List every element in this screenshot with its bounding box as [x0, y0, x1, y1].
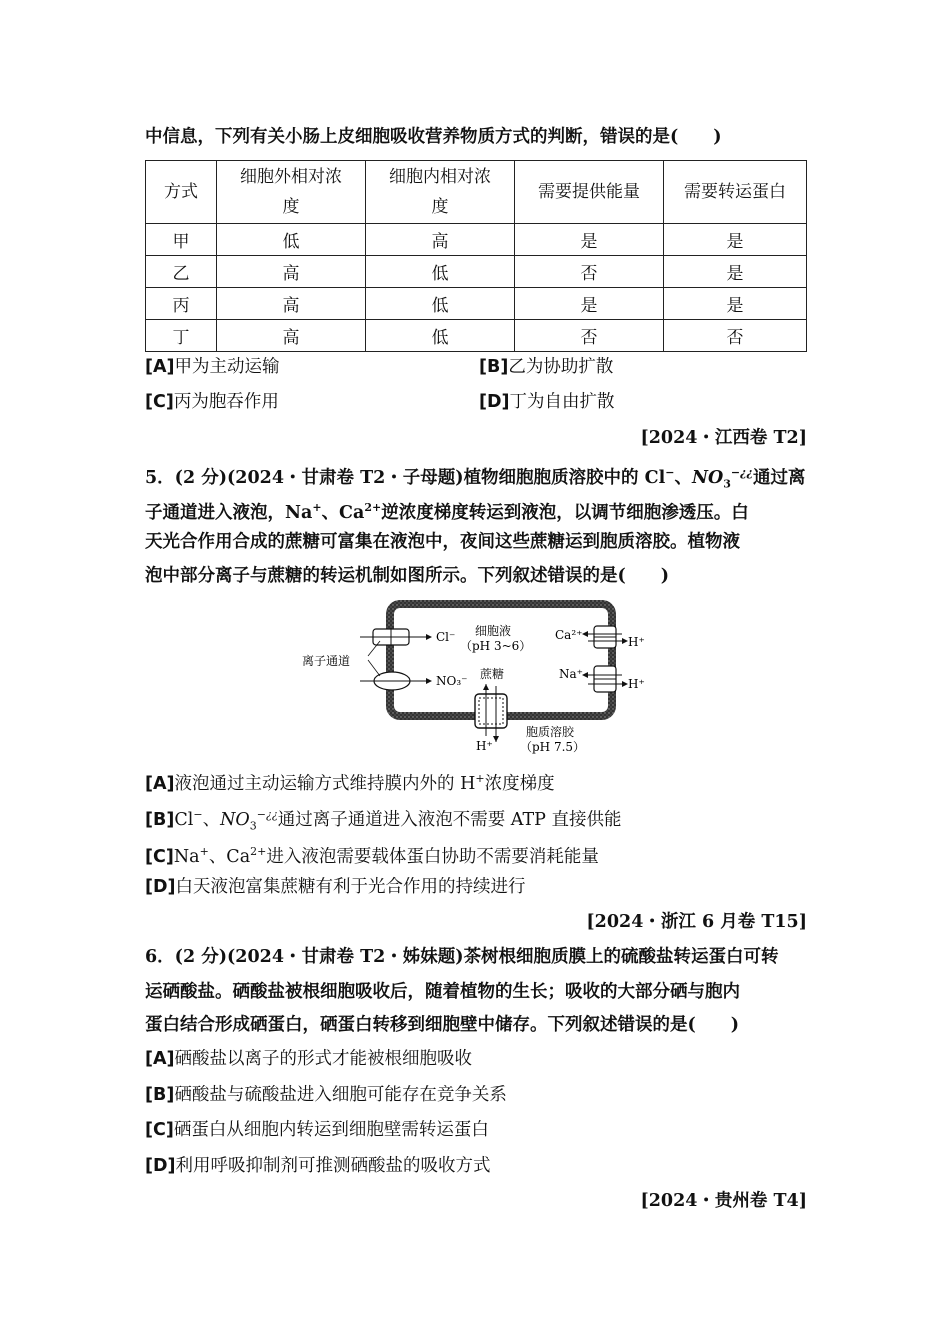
- label-sucrose: 蔗糖: [480, 667, 505, 681]
- table-cell: 否: [515, 256, 664, 288]
- table-cell: 是: [515, 288, 664, 320]
- table-cell: 丁: [146, 320, 217, 352]
- q5-option-a[interactable]: [A]液泡通过主动运输方式维持膜内外的 H+浓度梯度: [145, 772, 555, 794]
- table-row: [146, 288, 807, 320]
- q6-option-a[interactable]: [A]硒酸盐以离子的形式才能被根细胞吸收: [145, 1049, 473, 1069]
- label-ph-inner: （pH 3~6）: [460, 639, 532, 653]
- q4-option-b[interactable]: [B]乙为协助扩散: [479, 357, 614, 377]
- table-cell: 高: [366, 224, 515, 256]
- q5-option-b[interactable]: [B]Cl−、$NO_3^{-¿¿}$通过离子通道进入液泡不需要 ATP 直接供能: [145, 808, 622, 833]
- table-row: [146, 320, 807, 352]
- label-cl: Cl⁻: [436, 630, 456, 644]
- table-cell: 否: [515, 320, 664, 352]
- q6-option-c[interactable]: [C]硒蛋白从细胞内转运到细胞壁需转运蛋白: [145, 1120, 489, 1140]
- ca-antiporter: [582, 626, 628, 648]
- table-cell: 乙: [146, 256, 217, 288]
- table-row: [146, 224, 807, 256]
- q6-stem-line1: 6．(2 分)(2024・甘肃卷 T2・姊妹题)茶树根细胞质膜上的硫酸盐转运蛋白可转: [145, 947, 779, 967]
- cl-channel: [360, 629, 432, 645]
- table-cell: 低: [366, 288, 515, 320]
- label-na: Na⁺: [559, 667, 583, 681]
- label-no3: NO₃⁻: [436, 674, 468, 688]
- q5-option-c[interactable]: [C]Na+、$Ca^{2+}$进入液泡需要载体蛋白协助不需要消耗能量: [145, 845, 599, 867]
- table-cell: 高: [217, 256, 366, 288]
- q5-stem-line2: 子通道进入液泡，Na+、$Ca^{2+}$逆浓度梯度转运到液泡，以调节细胞渗透压。白: [145, 501, 749, 523]
- label-ca: Ca²⁺: [555, 628, 583, 642]
- q4-option-d[interactable]: [D]丁为自由扩散: [479, 392, 615, 412]
- table-header-cell: 方式: [146, 161, 217, 224]
- q6-option-b[interactable]: [B]硒酸盐与硫酸盐进入细胞可能存在竞争关系: [145, 1085, 507, 1105]
- table-header-row: [146, 161, 807, 224]
- q4-source: [2024・江西卷 T2]: [640, 428, 807, 448]
- table-cell: 否: [664, 320, 807, 352]
- table-cell: 是: [664, 288, 807, 320]
- table-cell: 是: [515, 224, 664, 256]
- no3-channel: [360, 672, 432, 690]
- label-cell-sap: 细胞液: [475, 624, 512, 638]
- q6-option-d[interactable]: [D]利用呼吸抑制剂可推测硒酸盐的吸收方式: [145, 1156, 491, 1176]
- q4-stem: 中信息，下列有关小肠上皮细胞吸收营养物质方式的判断，错误的是( ): [145, 127, 722, 147]
- sucrose-transporter: [475, 684, 507, 742]
- table-cell: 低: [217, 224, 366, 256]
- table-cell: 高: [217, 320, 366, 352]
- q6-stem-line3: 蛋白结合形成硒蛋白，硒蛋白转移到细胞壁中储存。下列叙述错误的是( ): [145, 1015, 740, 1035]
- table-header-cell: 需要转运蛋白: [664, 161, 807, 224]
- na-antiporter: [582, 666, 628, 692]
- table-header-cell: 细胞外相对浓度: [217, 161, 366, 224]
- q4-option-a[interactable]: [A]甲为主动运输: [145, 357, 280, 377]
- transport-diagram: [300, 596, 650, 758]
- q5-stem-line3: 天光合作用合成的蔗糖可富集在液泡中，夜间这些蔗糖运到胞质溶胶。植物液: [145, 532, 740, 552]
- table-header-cell: 细胞内相对浓度: [366, 161, 515, 224]
- q5-option-d[interactable]: [D]白天液泡富集蔗糖有利于光合作用的持续进行: [145, 877, 526, 897]
- label-h-na: H⁺: [628, 677, 645, 691]
- table-cell: 低: [366, 320, 515, 352]
- table-cell: 高: [217, 288, 366, 320]
- label-h-ca: H⁺: [628, 635, 645, 649]
- table-cell: 低: [366, 256, 515, 288]
- table-cell: 是: [664, 256, 807, 288]
- q5-source: [2024・浙江 6 月卷 T15]: [586, 912, 807, 932]
- label-h-sucrose: H⁺: [476, 739, 493, 753]
- table-cell: 丙: [146, 288, 217, 320]
- q5-stem-line1: 5．(2 分)(2024・甘肃卷 T2・子母题)植物细胞胞质溶胶中的 Cl−、$NO_3^{-¿¿}$通过离: [145, 466, 806, 491]
- q4-table: [145, 160, 807, 352]
- table-row: [146, 256, 807, 288]
- q5-stem-line4: 泡中部分离子与蔗糖的转运机制如图所示。下列叙述错误的是( ): [145, 566, 670, 586]
- label-ph-outer: （pH 7.5）: [520, 740, 586, 754]
- label-cytoplasm: 胞质溶胶: [526, 725, 575, 739]
- table-cell: 甲: [146, 224, 217, 256]
- table-header-cell: 需要提供能量: [515, 161, 664, 224]
- q6-stem-line2: 运硒酸盐。硒酸盐被根细胞吸收后，随着植物的生长；吸收的大部分硒与胞内: [145, 982, 740, 1002]
- q6-source: [2024・贵州卷 T4]: [640, 1191, 807, 1211]
- label-ion-channel: 离子通道: [302, 654, 351, 668]
- table-cell: 是: [664, 224, 807, 256]
- q4-option-c[interactable]: [C]丙为胞吞作用: [145, 392, 279, 412]
